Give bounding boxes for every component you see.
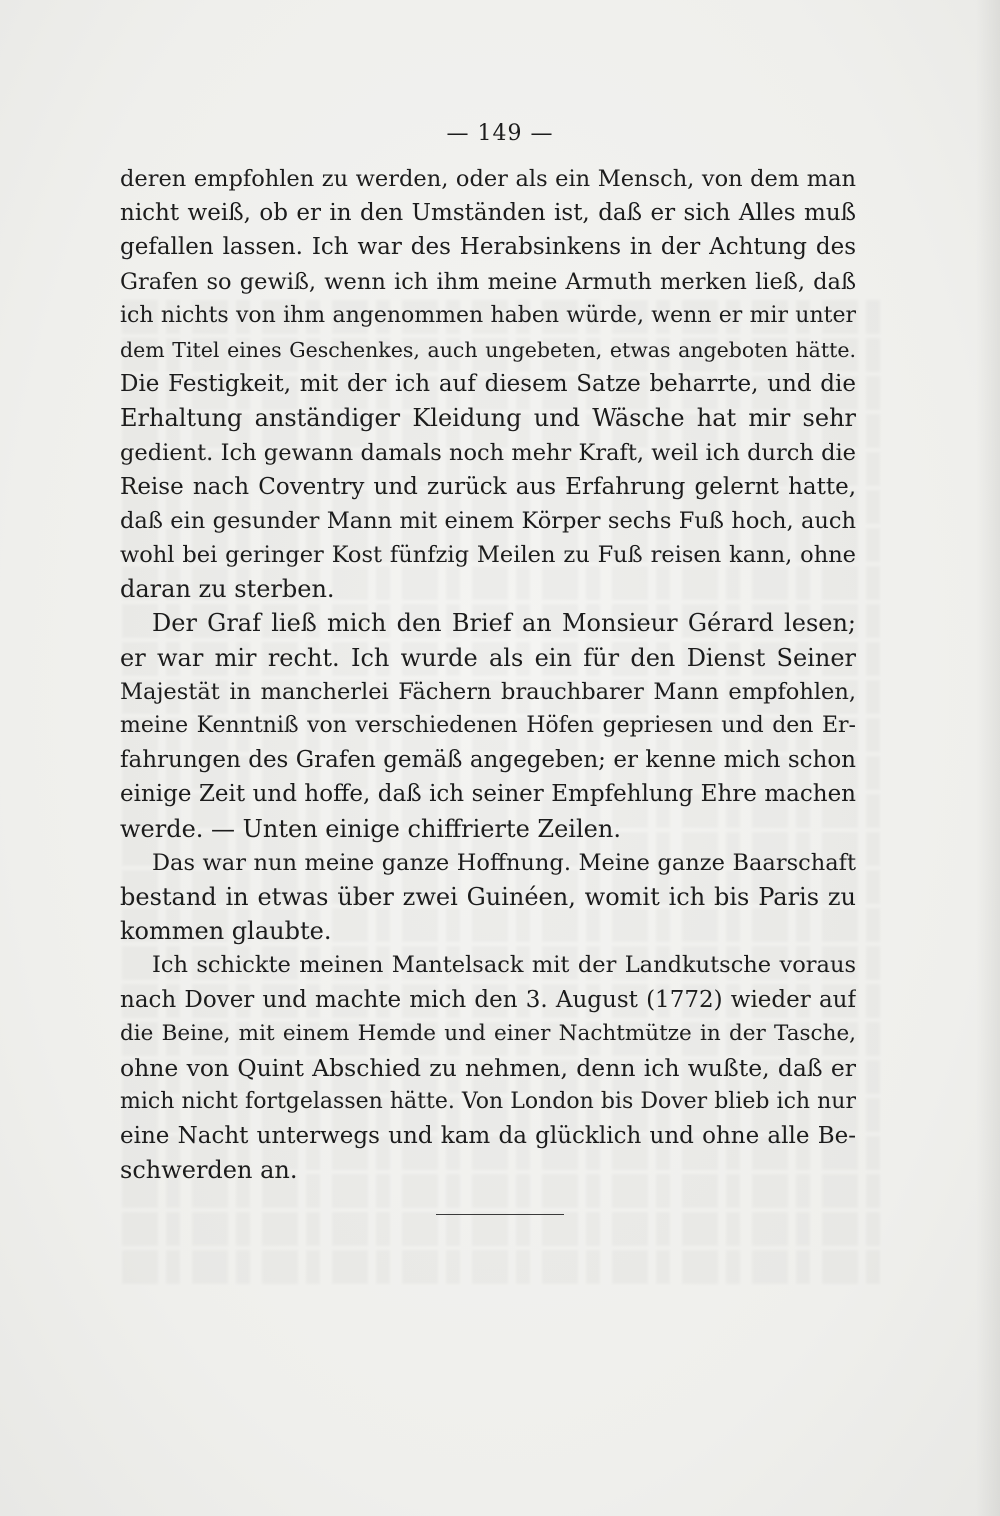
text-line: Die Festigkeit, mit der ich auf diesem Satze beharrte, und die [120, 371, 856, 398]
text-line: gefallen lassen. Ich war des Herabsinkens in der Achtung des [120, 234, 856, 261]
text-line: daß ein gesunder Mann mit einem Körper sechs Fuß hoch, auch [120, 507, 856, 534]
text-line: Majestät in mancherlei Fächern brauchbarer Mann empfohlen, [120, 678, 856, 705]
text-line: kommen glaubte. [120, 917, 332, 946]
section-divider [436, 1214, 564, 1215]
text-line: die Beine, mit einem Hemde und einer Nachtmütze in der Tasche, [120, 1020, 856, 1046]
text-line: mich nicht fortgelassen hätte. Von London bis Dover blieb ich nur [120, 1089, 856, 1115]
text-line: Reise nach Coventry und zurück aus Erfahrung gelernt hatte, [120, 473, 856, 500]
text-line: einige Zeit und hoffe, daß ich seiner Empfehlung Ehre machen [120, 781, 856, 808]
text-line: Ich schickte meinen Mantelsack mit der Landkutsche voraus [152, 952, 856, 979]
text-line: Grafen so gewiß, wenn ich ihm meine Armuth merken ließ, daß [120, 268, 856, 295]
text-line: gedient. Ich gewann damals noch mehr Kraft, weil ich durch die [120, 439, 856, 466]
text-line: daran zu sterben. [120, 575, 335, 604]
text-line: Das war nun meine ganze Hoffnung. Meine ganze Baarschaft [152, 849, 856, 876]
text-line: eine Nacht unterwegs und kam da glücklich und ohne alle Be- [120, 1123, 856, 1150]
text-line: ohne von Quint Abschied zu nehmen, denn ich wußte, daß er [120, 1053, 856, 1082]
text-line: ich nichts von ihm angenommen haben würde, wenn er mir unter [120, 302, 856, 328]
text-line: deren empfohlen zu werden, oder als ein Mensch, von dem man [120, 166, 856, 192]
text-line: fahrungen des Grafen gemäß angegeben; er kenne mich schon [120, 747, 856, 774]
text-line: schwerden an. [120, 1156, 298, 1185]
text-line: nicht weiß, ob er in den Umständen ist, daß er sich Alles muß [120, 200, 856, 227]
page-edge-shadow [976, 0, 1000, 1516]
text-line: Der Graf ließ mich den Brief an Monsieur Gérard lesen; [152, 609, 856, 638]
text-line: Erhaltung anständiger Kleidung und Wäsche hat mir sehr [120, 404, 856, 433]
body-text [120, 162, 856, 1188]
text-line: werde. — Unten einige chiffrierte Zeilen. [120, 814, 621, 843]
text-line: nach Dover und machte mich den 3. August (1772) wieder auf [120, 986, 856, 1013]
page-number: — 149 — [446, 121, 554, 146]
text-line: er war mir recht. Ich wurde als ein für den Dienst Seiner [120, 643, 856, 672]
text-line: bestand in etwas über zwei Guinéen, womit ich bis Paris zu [120, 882, 856, 911]
text-line: dem Titel eines Geschenkes, auch ungebeten, etwas angeboten hätte. [120, 337, 856, 362]
text-line: meine Kenntniß von verschiedenen Höfen gepriesen und den Er- [120, 713, 856, 738]
text-line: wohl bei geringer Kost fünfzig Meilen zu Fuß reisen kann, ohne [120, 542, 856, 569]
